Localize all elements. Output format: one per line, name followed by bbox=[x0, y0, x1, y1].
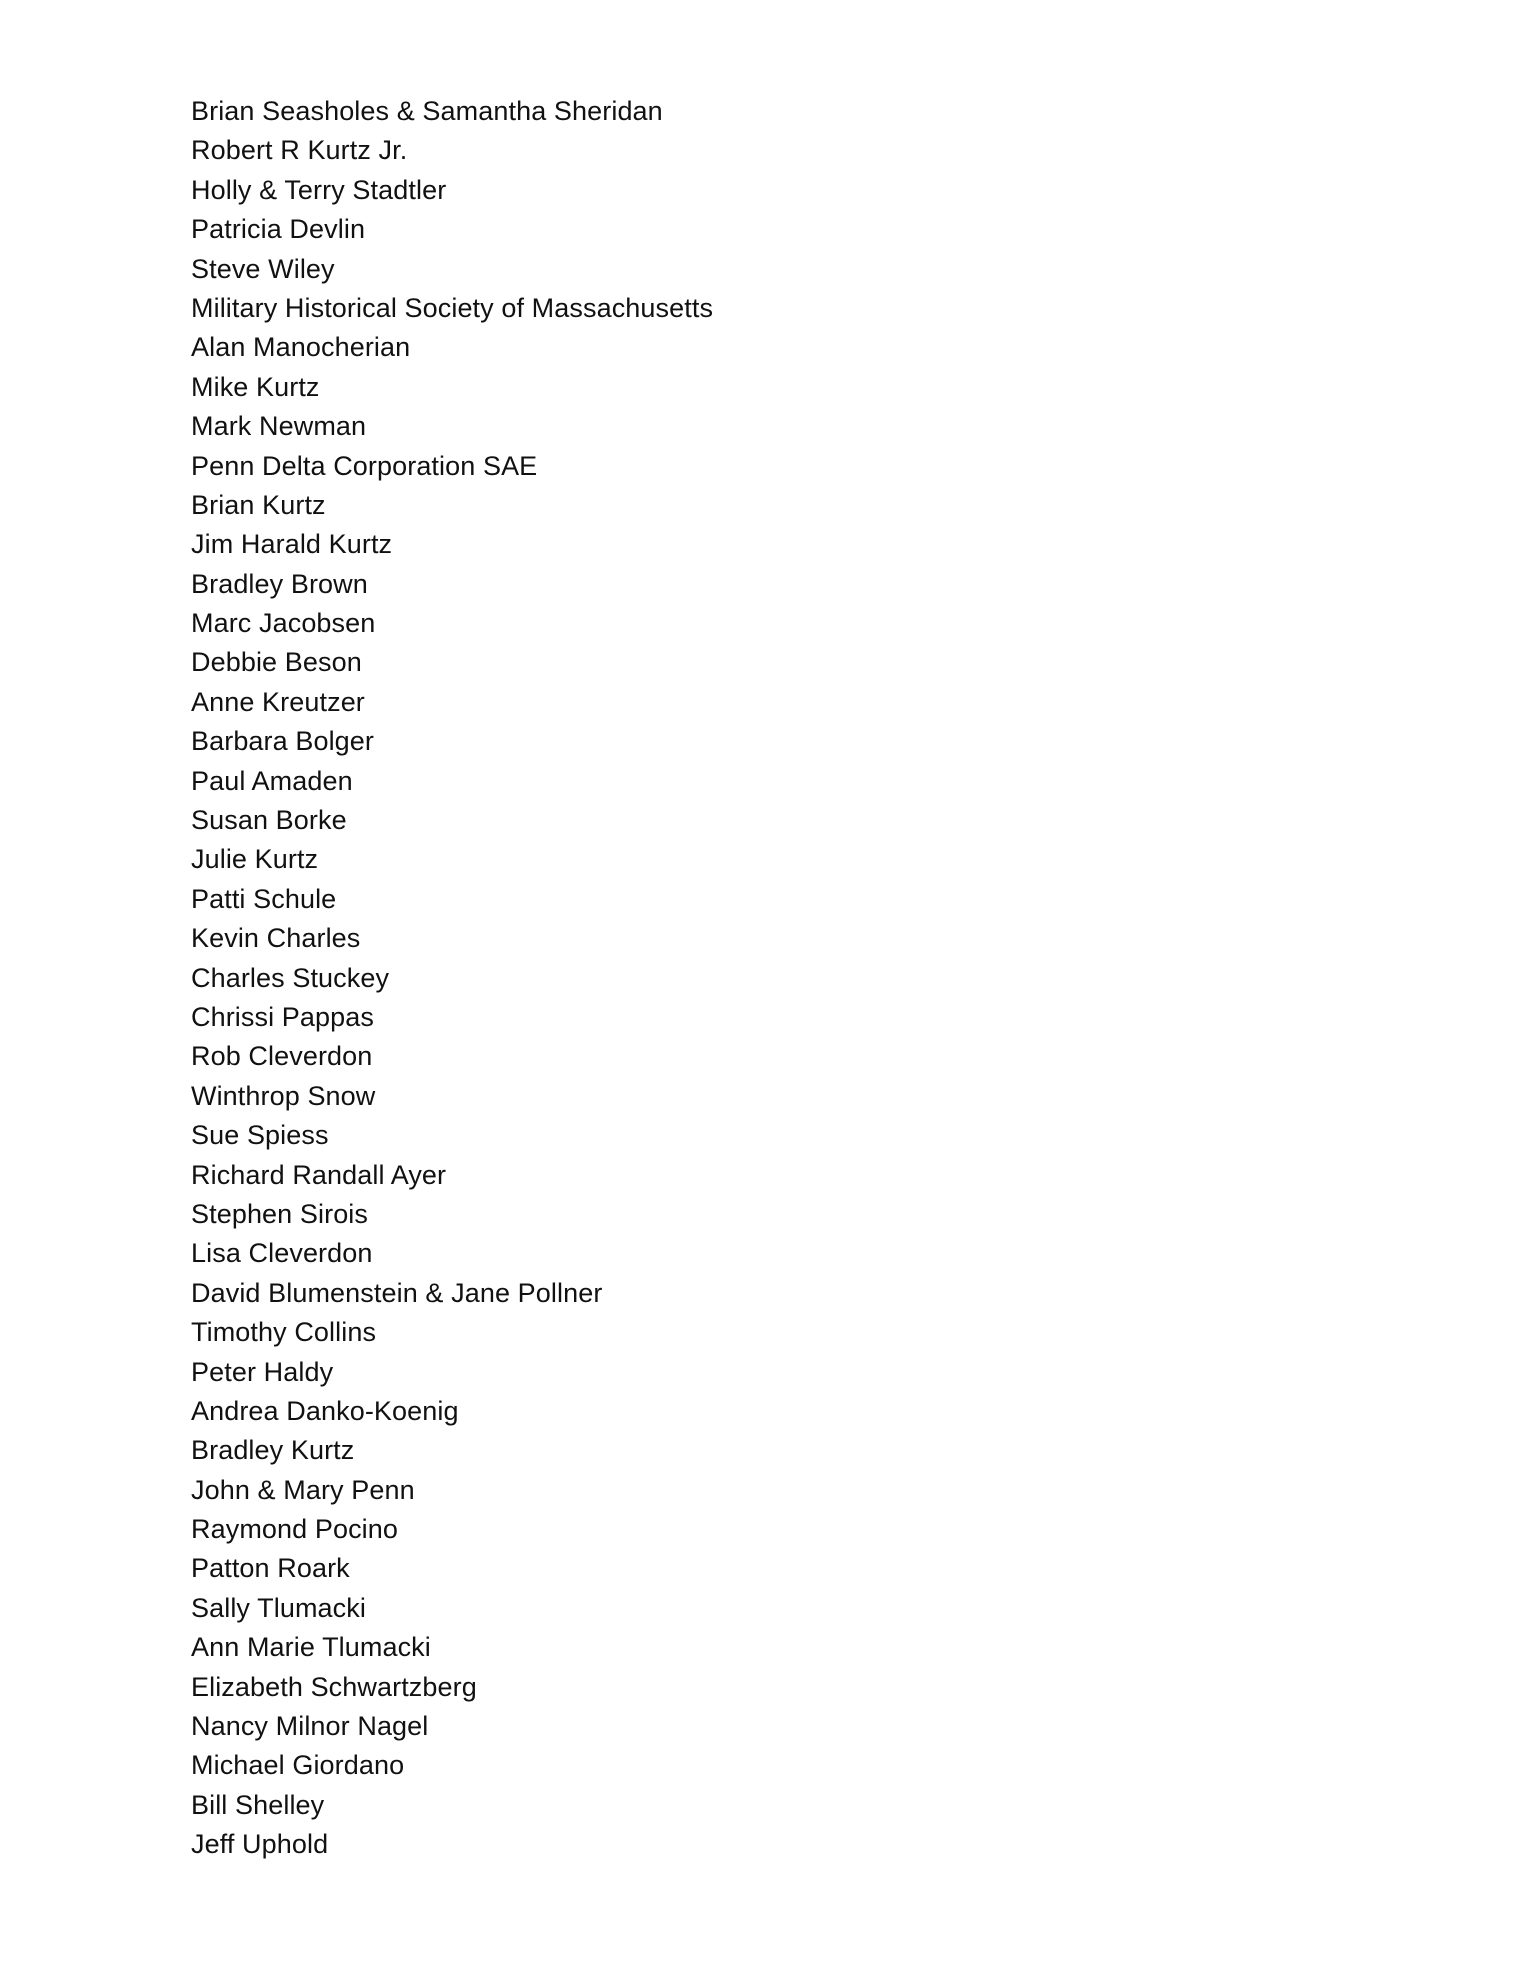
list-item: Patton Roark bbox=[191, 1553, 350, 1584]
name-list bbox=[191, 92, 713, 1865]
list-item: Chrissi Pappas bbox=[191, 1001, 374, 1032]
list-item: Charles Stuckey bbox=[191, 962, 390, 993]
list-item: Timothy Collins bbox=[191, 1317, 377, 1348]
list-item: Kevin Charles bbox=[191, 923, 361, 954]
list-item: Peter Haldy bbox=[191, 1356, 334, 1387]
list-item: Sue Spiess bbox=[191, 1120, 329, 1151]
list-item: Lisa Cleverdon bbox=[191, 1238, 373, 1269]
list-item: Bill Shelley bbox=[191, 1789, 325, 1820]
list-item: Julie Kurtz bbox=[191, 844, 319, 875]
list-item: Bradley Kurtz bbox=[191, 1435, 355, 1466]
list-item: Jeff Uphold bbox=[191, 1829, 329, 1860]
list-item: Steve Wiley bbox=[191, 253, 335, 284]
list-item: Bradley Brown bbox=[191, 568, 368, 599]
list-item: Mike Kurtz bbox=[191, 371, 320, 402]
list-item: Raymond Pocino bbox=[191, 1514, 399, 1545]
list-item: Mark Newman bbox=[191, 411, 367, 442]
list-item: Susan Borke bbox=[191, 805, 347, 836]
list-item: Patricia Devlin bbox=[191, 214, 366, 245]
list-item: Patti Schule bbox=[191, 883, 337, 914]
list-item: Andrea Danko-Koenig bbox=[191, 1395, 459, 1426]
list-item: John & Mary Penn bbox=[191, 1474, 415, 1505]
list-item: Debbie Beson bbox=[191, 647, 362, 678]
list-item: Stephen Sirois bbox=[191, 1198, 369, 1229]
list-item: Alan Manocherian bbox=[191, 332, 411, 363]
list-item: Military Historical Society of Massachusetts bbox=[191, 292, 714, 323]
list-item: Robert R Kurtz Jr. bbox=[191, 135, 408, 166]
list-item: Brian Seasholes & Samantha Sheridan bbox=[191, 96, 663, 126]
list-item: Ann Marie Tlumacki bbox=[191, 1632, 431, 1663]
list-item: Holly & Terry Stadtler bbox=[191, 174, 447, 205]
list-item: Richard Randall Ayer bbox=[191, 1159, 447, 1190]
list-item: Michael Giordano bbox=[191, 1750, 405, 1781]
list-item: Nancy Milnor Nagel bbox=[191, 1711, 429, 1742]
list-item: Anne Kreutzer bbox=[191, 686, 365, 717]
list-item: Barbara Bolger bbox=[191, 726, 375, 757]
list-item: Elizabeth Schwartzberg bbox=[191, 1671, 477, 1702]
list-item: David Blumenstein & Jane Pollner bbox=[191, 1277, 603, 1308]
list-item: Paul Amaden bbox=[191, 765, 353, 796]
list-item: Sally Tlumacki bbox=[191, 1592, 366, 1623]
list-item: Jim Harald Kurtz bbox=[191, 529, 393, 560]
list-item: Rob Cleverdon bbox=[191, 1041, 373, 1072]
list-item: Marc Jacobsen bbox=[191, 608, 376, 639]
list-item: Winthrop Snow bbox=[191, 1080, 376, 1111]
list-item: Penn Delta Corporation SAE bbox=[191, 450, 538, 481]
list-item: Brian Kurtz bbox=[191, 489, 326, 520]
